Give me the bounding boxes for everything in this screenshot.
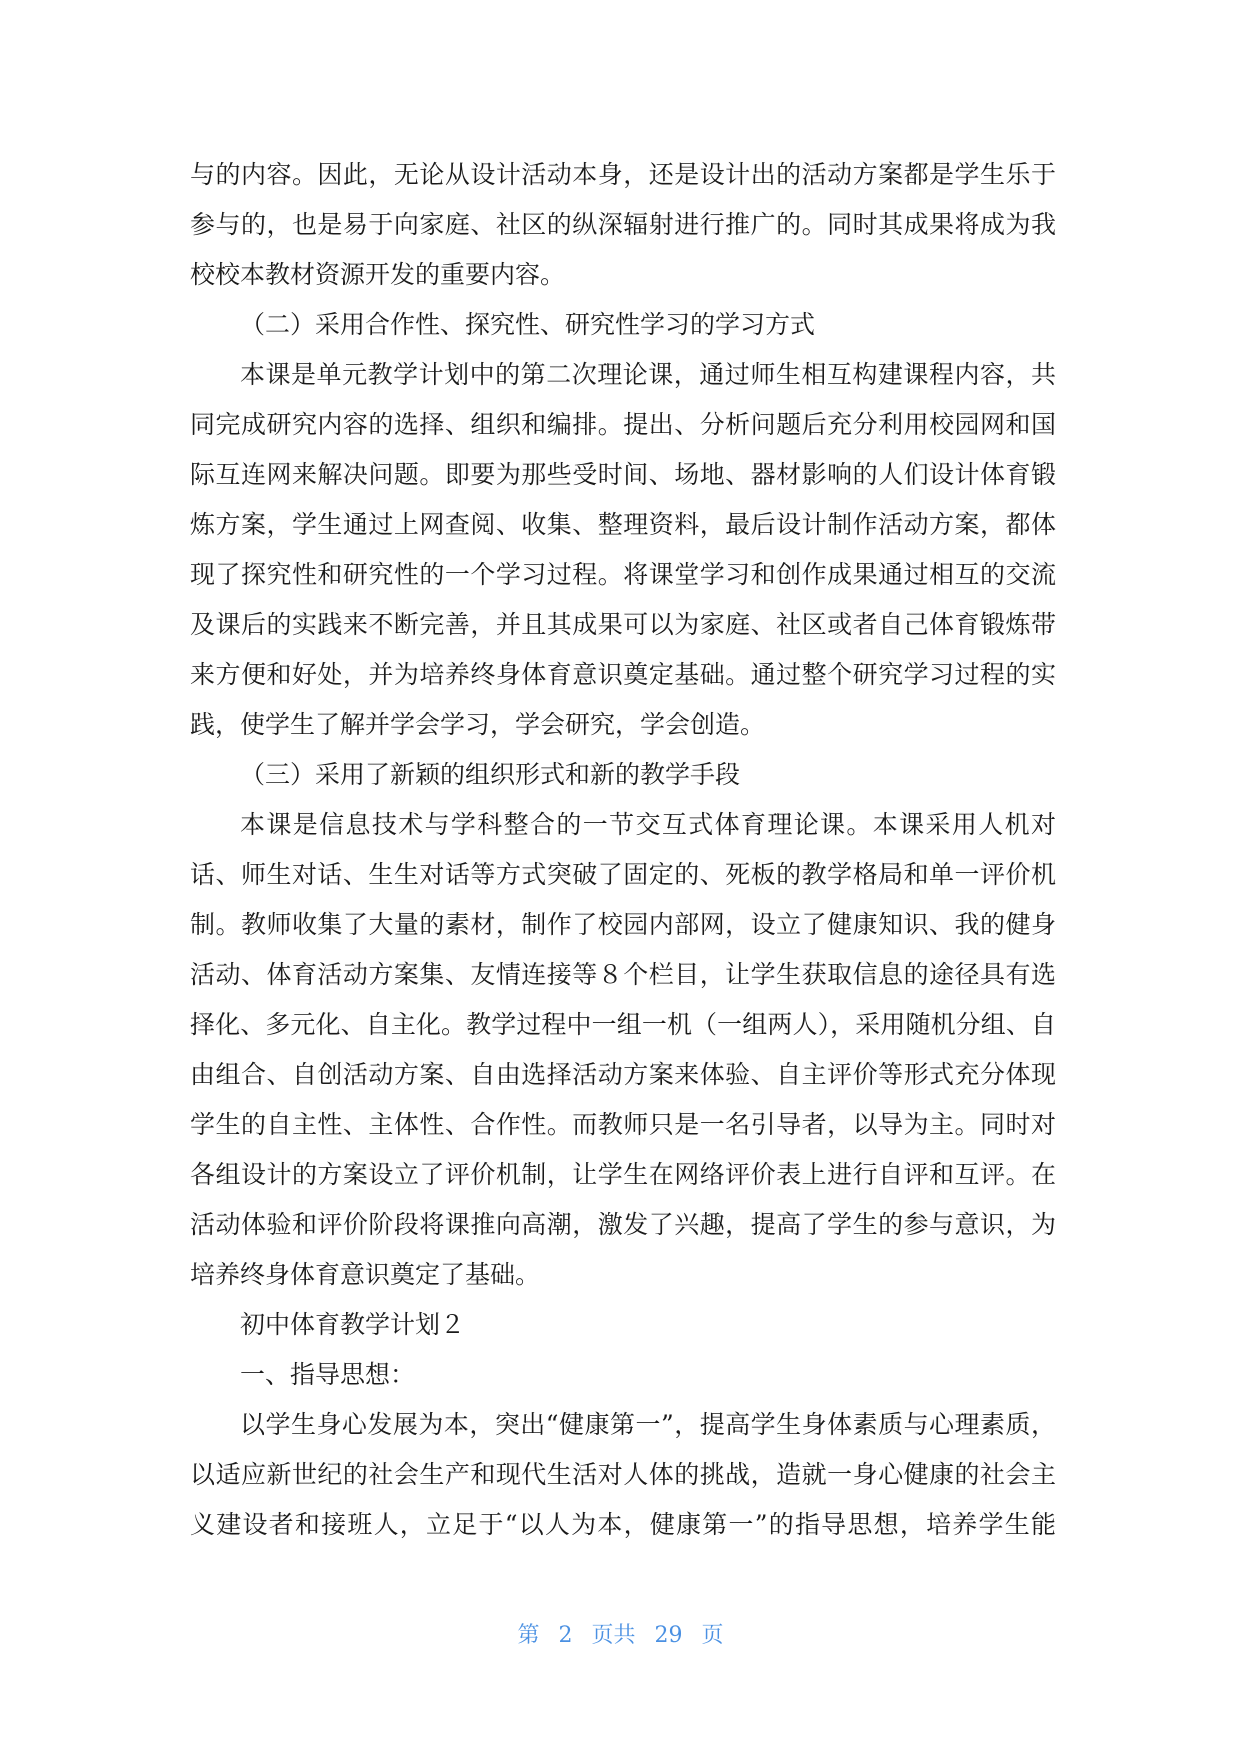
text-line: 由组合、自创活动方案、自由选择活动方案来体验、自主评价等形式充分体现 xyxy=(190,1060,1056,1089)
text-line: 培养终身体育意识奠定了基础。 xyxy=(190,1260,541,1289)
text-line: 活动体验和评价阶段将课推向高潮，激发了兴趣，提高了学生的参与意识，为 xyxy=(190,1210,1056,1239)
text-line: 同完成研究内容的选择、组织和编排。提出、分析问题后充分利用校园网和国 xyxy=(190,410,1056,439)
text-line: 各组设计的方案设立了评价机制，让学生在网络评价表上进行自评和互评。在 xyxy=(190,1160,1056,1189)
footer-prefix: 第 xyxy=(517,1623,540,1648)
footer-middle: 页共 xyxy=(591,1623,636,1648)
text-line: 一、指导思想： xyxy=(240,1360,416,1389)
text-line: 与的内容。因此，无论从设计活动本身，还是设计出的活动方案都是学生乐于 xyxy=(190,160,1056,189)
text-line: 本课是信息技术与学科整合的一节交互式体育理论课。本课采用人机对 xyxy=(240,810,1056,839)
text-line: 来方便和好处，并为培养终身体育意识奠定基础。通过整个研究学习过程的实 xyxy=(190,660,1056,689)
text-line: 以适应新世纪的社会生产和现代生活对人体的挑战，造就一身心健康的社会主 xyxy=(190,1460,1056,1489)
text-line: （二）采用合作性、探究性、研究性学习的学习方式 xyxy=(240,310,816,339)
footer-suffix: 页 xyxy=(701,1623,724,1648)
text-line: 校校本教材资源开发的重要内容。 xyxy=(190,260,566,289)
text-line: 制。教师收集了大量的素材，制作了校园内部网，设立了健康知识、我的健身 xyxy=(190,910,1056,939)
page-footer xyxy=(0,1616,1241,1656)
text-line: 际互连网来解决问题。即要为那些受时间、场地、器材影响的人们设计体育锻 xyxy=(190,460,1056,489)
text-line: 本课是单元教学计划中的第二次理论课，通过师生相互构建课程内容，共 xyxy=(240,360,1056,389)
footer-current-page: 2 xyxy=(558,1623,573,1648)
text-line: 初中体育教学计划２ xyxy=(240,1310,466,1339)
text-line: 话、师生对话、生生对话等方式突破了固定的、死板的教学格局和单一评价机 xyxy=(190,860,1056,889)
text-line: 炼方案，学生通过上网查阅、收集、整理资料，最后设计制作活动方案，都体 xyxy=(190,510,1056,539)
text-line: 活动、体育活动方案集、友情连接等８个栏目，让学生获取信息的途径具有选 xyxy=(190,960,1056,989)
document-body xyxy=(190,150,1056,1550)
text-line: 践，使学生了解并学会学习，学会研究，学会创造。 xyxy=(190,710,766,739)
text-line: 义建设者和接班人，立足于“以人为本，健康第一”的指导思想，培养学生能 xyxy=(190,1510,1056,1539)
text-line: 学生的自主性、主体性、合作性。而教师只是一名引导者，以导为主。同时对 xyxy=(190,1110,1056,1139)
text-line: 以学生身心发展为本，突出“健康第一”，提高学生身体素质与心理素质， xyxy=(240,1410,1056,1439)
text-line: 参与的，也是易于向家庭、社区的纵深辐射进行推广的。同时其成果将成为我 xyxy=(190,210,1056,239)
text-line: 及课后的实践来不断完善，并且其成果可以为家庭、社区或者自己体育锻炼带 xyxy=(190,610,1056,639)
text-line: 择化、多元化、自主化。教学过程中一组一机（一组两人），采用随机分组、自 xyxy=(190,1010,1056,1039)
footer-total-pages: 29 xyxy=(654,1623,683,1648)
text-line: （三）采用了新颖的组织形式和新的教学手段 xyxy=(240,760,741,789)
text-line: 现了探究性和研究性的一个学习过程。将课堂学习和创作成果通过相互的交流 xyxy=(190,560,1056,589)
